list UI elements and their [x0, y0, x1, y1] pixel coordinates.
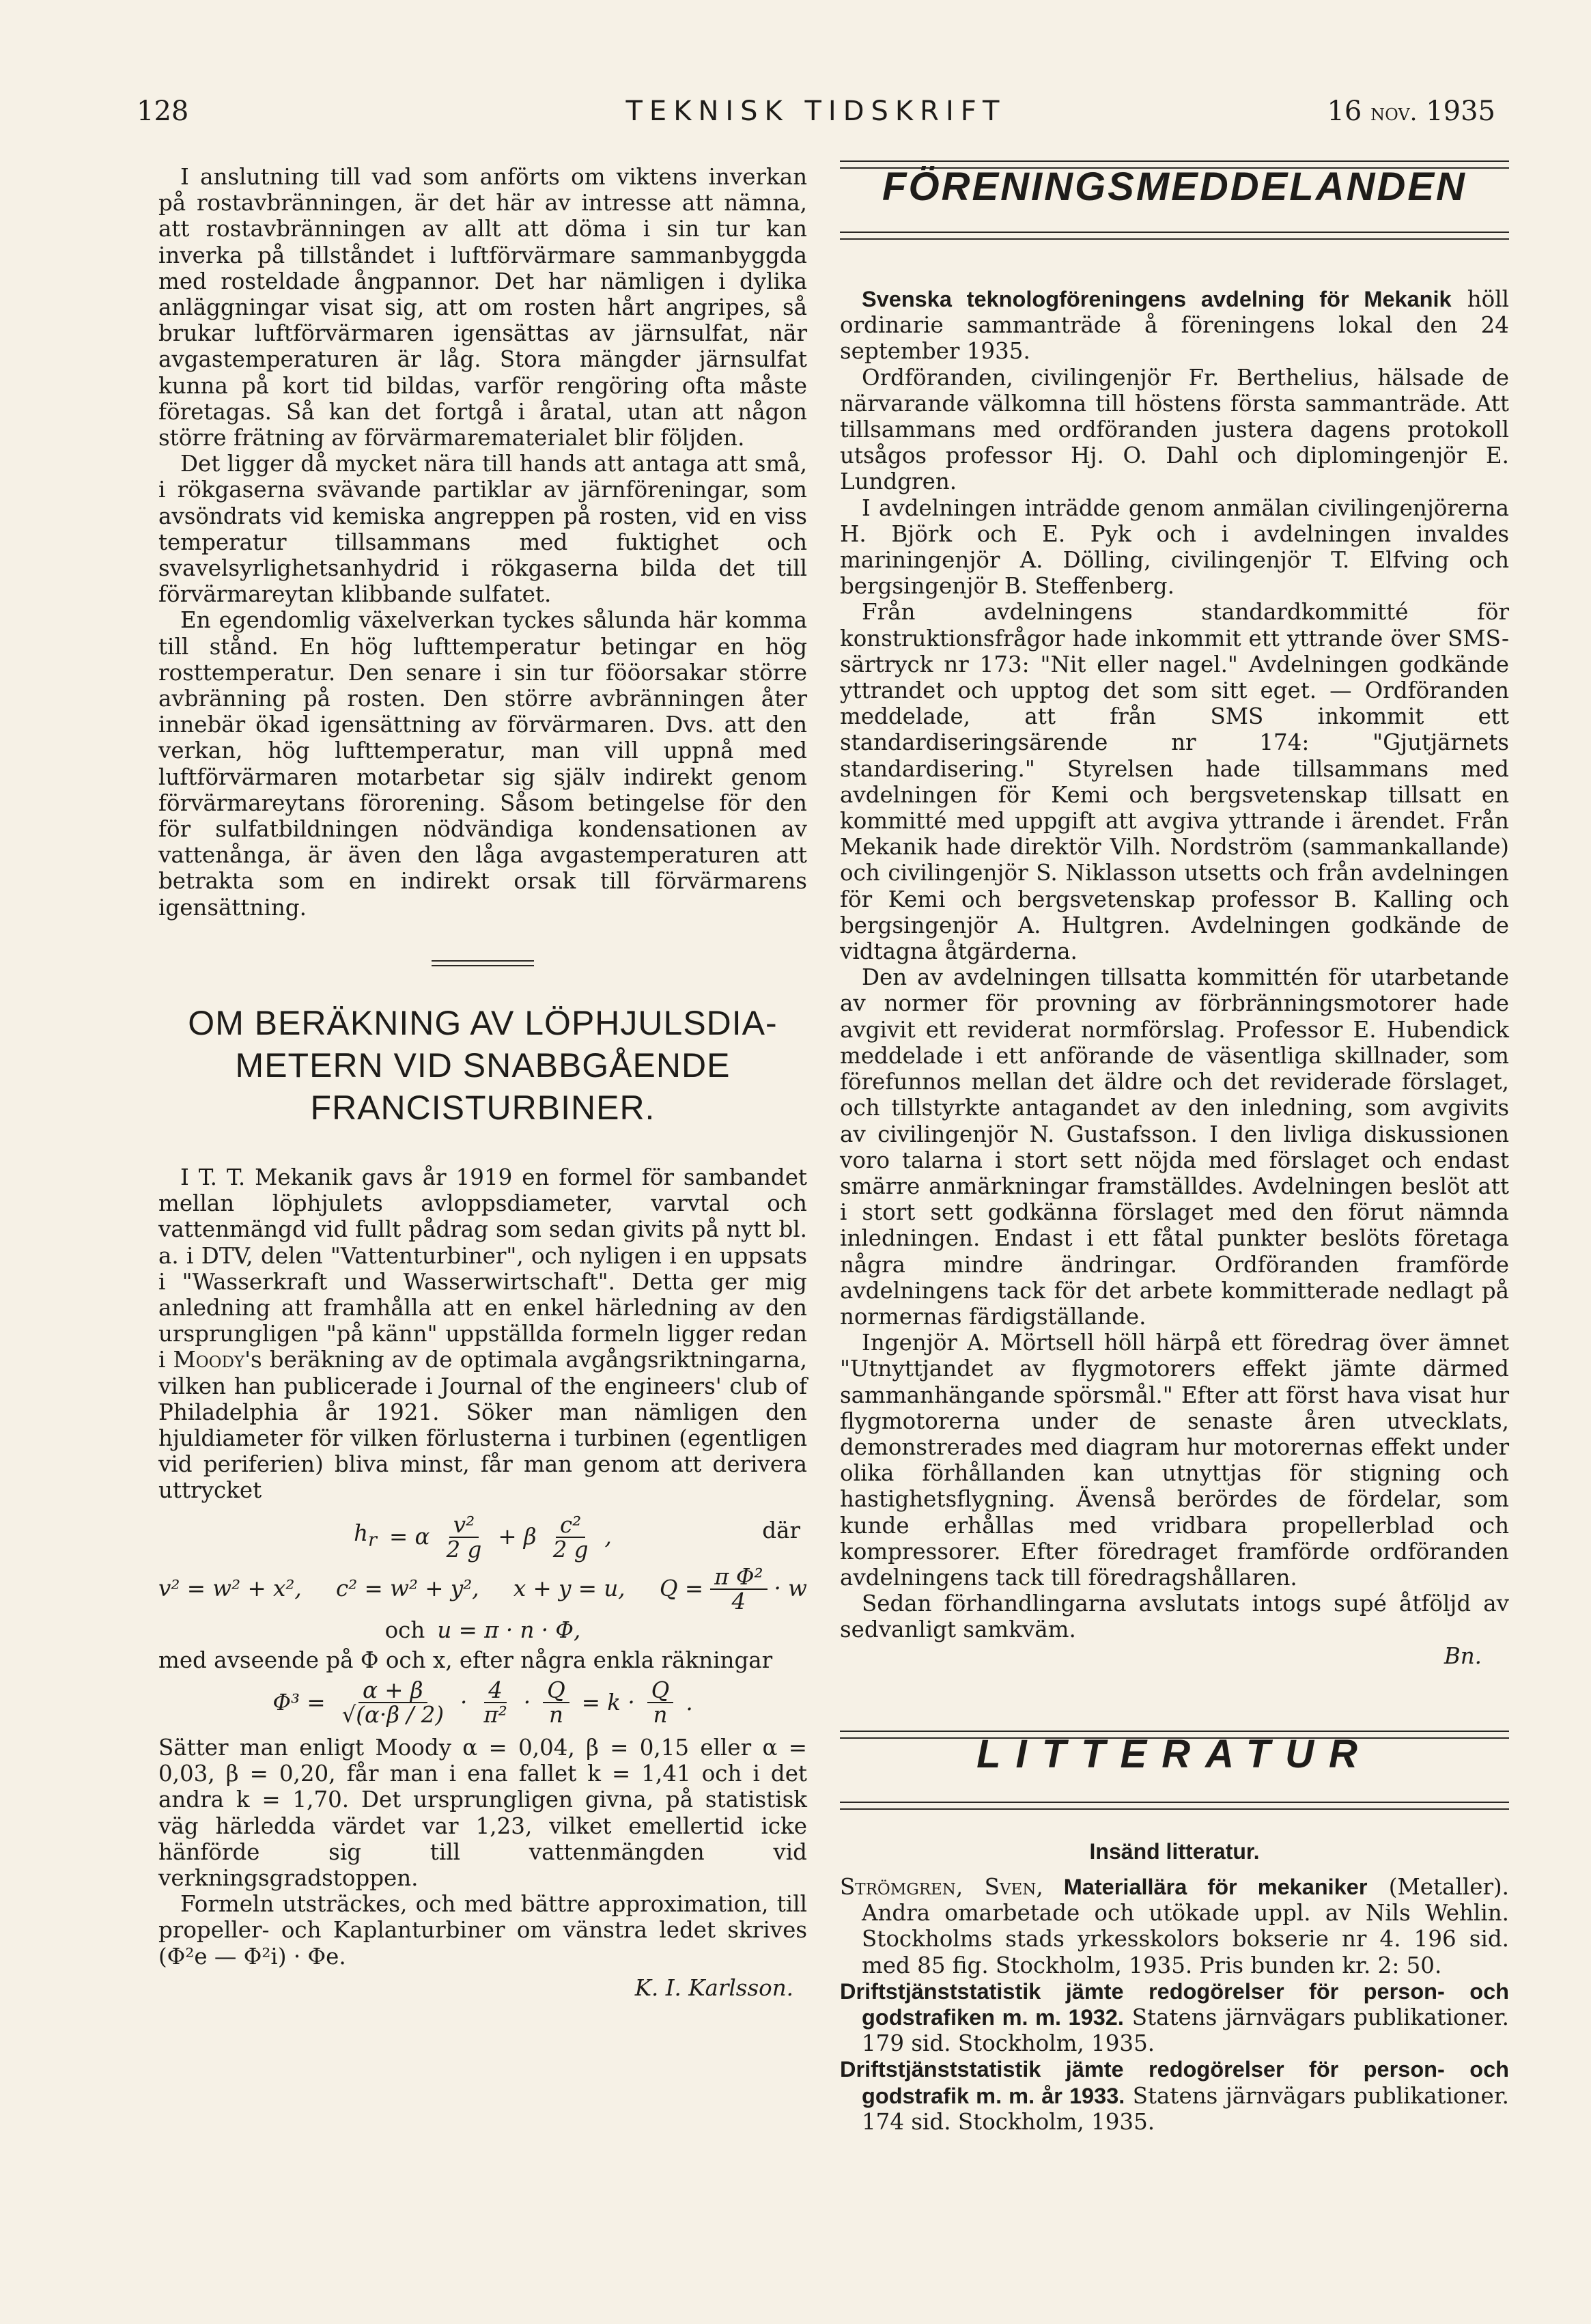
- f2-d: Q =: [659, 1576, 704, 1602]
- lit-entry-2: [840, 1978, 1509, 2057]
- banner-rule-top-1: [840, 160, 1509, 162]
- f4-fraction-4: $\frac{Q}{n}$: [647, 1679, 674, 1726]
- article-title-line-1: OM BERÄKNING AV LÖPHJULSDIA-: [188, 1003, 778, 1042]
- banner-rule-bottom-2: [840, 238, 1509, 240]
- article-p1-tail: 's beräkning av de optimala avgångsriktningarna, vilken han publicerade i Journal of the engineers' club of Philadelphia år 1921. Söker man nämligen den hjuldiameter för vilken förlusterna i turbinen (egentligen vid periferien) bliva minst, får man genom att derivera uttrycket: [158, 1347, 807, 1504]
- f1-eq: = α: [389, 1524, 430, 1550]
- date-day: 16: [1327, 96, 1362, 127]
- banner-rule-bottom-1: [840, 232, 1509, 233]
- formula-velocity: [158, 1617, 807, 1643]
- f4-eq: = k ·: [581, 1689, 635, 1716]
- lit1-author: Strömgren, Sven,: [840, 1873, 1043, 1900]
- mek-lead: Svenska teknologföreningens avdelning för Mekanik: [862, 287, 1452, 311]
- f4-fraction-3: $\frac{Q}{n}$: [543, 1679, 569, 1726]
- f4-fraction-2: $\frac{4}{\text{π²}}$: [483, 1677, 507, 1728]
- issue-date: [1327, 96, 1495, 127]
- f2-e: · w: [774, 1576, 807, 1602]
- lit3-rest: Statens järnvägars publikationer. 174 sid. Stockholm, 1935.: [862, 2082, 1509, 2135]
- f1-lhs: $h_r$: [354, 1520, 377, 1551]
- journal-title: TEKNISK TIDSKRIFT: [625, 96, 1006, 127]
- date-year: 1935: [1426, 96, 1495, 127]
- lit1-rest: (Metaller). Andra omarbetade och utökade uppl. av Nils Wehlin. Stockholms stads yrkesskolors bokserie nr 4. 196 sid. med 85 fig. Stockholm, 1935. Pris bunden kr. 2: 50.: [862, 1873, 1510, 1978]
- left-column: [158, 164, 807, 2001]
- mek-p1-tail: höll ordinarie sammanträde å föreningens lokal den 24 september 1935.: [840, 286, 1509, 365]
- article-signature: K. I. Karlsson.: [634, 1974, 793, 2001]
- f1-plus: + β: [498, 1524, 537, 1550]
- f1-fraction-2: $\frac{\text{c²}}{2 g}$: [552, 1511, 589, 1563]
- f2-fraction: $\frac{\text{π Φ²}}{4}$: [710, 1565, 767, 1613]
- f3-och: och: [384, 1616, 425, 1643]
- lit-rule-bottom-2: [840, 1808, 1509, 1810]
- f2-b: c² = w² + y²,: [336, 1576, 479, 1602]
- mek-paragraph-7: Sedan förhandlingarna avslutats intogs supé åtföljd av sedvanligt samkväm.: [840, 1591, 1509, 1643]
- lit2-title: Driftstjänststatistik jämte redogörelser för person- och godstrafiken m. m. 1932.: [840, 1978, 1509, 2030]
- section-divider: [432, 960, 534, 966]
- f2-c: x + y = u,: [513, 1576, 625, 1602]
- article-title-line-2: METERN VID SNABBGÅENDE: [235, 1046, 731, 1084]
- mek-paragraph-2: Ordföranden, civilingenjör Fr. Berthelius, hälsade de närvarande välkomna till höstens första sammanträde. Att tillsammans med ordföranden justera dagens protokoll utsågos professor Hj. O. Dahl och diplomingenjör E. Lundgren.: [840, 364, 1509, 495]
- page-header: [137, 96, 1495, 137]
- mek-paragraph-1: [840, 286, 1509, 365]
- f2-a: v² = w² + x²,: [158, 1576, 302, 1602]
- formula-diameter: Φ³ = $\frac{\alpha + \beta}{√(\alpha\cdot\beta / 2)}$ · $\frac{4}{\text{π²}}$ · $\frac{Q}{n}$ = k · $\frac{Q}{n}$ .: [272, 1677, 693, 1728]
- f4-lhs: Φ³ =: [272, 1689, 326, 1716]
- mek-paragraph-6: Ingenjör A. Mörtsell höll härpå ett föredrag över ämnet "Utnyttjandet av flygmotorers effekt jämte därmed sammanhängande spörsmål." Efter att först hava visat hur flygmotorerna under de senaste åren utvecklats, demonstrerades med diagram hur motorernas effekt under olika förhållanden kan utnyttjas för stigning och hastighetsflygning. Ävenså berördes de fördelar, som kunde erhållas med vridbara propellerblad och kompressorer. Efter föredraget framförde ordföranden avdelningens tack till föredragshållaren.: [840, 1330, 1509, 1591]
- lit-title: LITTERATUR: [976, 1731, 1372, 1776]
- f4-dot: ·: [460, 1689, 468, 1716]
- mek-paragraph-4: Från avdelningens standardkommitté för konstruktionsfrågor hade inkommit ett yttrande över SMS-särtryck nr 173: "Nit eller nagel." Avdelningen godkände yttrandet och upptog det som sitt eget. — Ordföranden meddelade, att från SMS inkommit ett standardiseringsärende nr 174: "Gjutjärnets standardisering." Styrelsen hade tillsammans med avdelningen för Kemi och bergsvetenskap tillsatt en kommitté med uppgift att avgiva yttrande i ärendet. Från Mekanik hade direktör Vilh. Nordström (sammankallande) och civilingenjör S. Niklasson utsetts och från avdelningen för Kemi och bergsvetenskap professor B. Kalling och bergsingenjör A. Hultgren. Avdelningen godkände de vidtagna åtgärderna.: [840, 599, 1509, 965]
- lit-entry-3: [840, 2056, 1509, 2135]
- mek-paragraph-3: I avdelningen inträdde genom anmälan civilingenjörerna H. Björk och E. Pyk och i avdelningen invaldes mariningenjör A. Dölling, civilingenjör T. Elfving och bergsingenjör B. Steffenberg.: [840, 494, 1509, 600]
- article-title: [158, 1002, 807, 1129]
- f3-expr: u = π · n · Φ,: [437, 1616, 581, 1643]
- mek-signature: Bn.: [1444, 1642, 1482, 1669]
- article-title-line-3: FRANCISTURBINER.: [310, 1088, 656, 1127]
- date-month: nov.: [1370, 99, 1418, 126]
- lit3-title: Driftstjänststatistik jämte redogörelser för person- och godstrafik m. m. år 1933.: [840, 2057, 1509, 2108]
- page-number: 128: [137, 96, 189, 127]
- f4-fraction-1: $\frac{\alpha + \beta}{√(\alpha\cdot\beta / 2)}$: [341, 1677, 445, 1728]
- after-formula-text: med avseende på Φ och x, efter några enkla räkningar: [158, 1647, 773, 1673]
- article-paragraph-2: Sätter man enligt Moody α = 0,04, β = 0,15 eller α = 0,03, β = 0,20, får man i ena fallet k = 1,41 och i det andra k = 1,70. Det ursprungligen givna, på statistisk väg härledda värdet var 1,23, vilket emellertid icke hänförde sig till vattenmängden vid verkningsgradstoppen.: [158, 1734, 807, 1891]
- foreningsmeddelanden-banner: [840, 160, 1509, 263]
- literature-list: [840, 1874, 1509, 2135]
- lit-entry-1: [840, 1874, 1509, 1978]
- lit1-title: Materiallära för mekaniker: [1043, 1874, 1368, 1899]
- f1-comma: ,: [604, 1524, 612, 1550]
- lit-subheading: Insänd litteratur.: [1089, 1838, 1260, 1864]
- lit2-rest: Statens järnvägars publikationer. 179 sid. Stockholm, 1935.: [862, 2004, 1509, 2057]
- lit-rule-bottom-1: [840, 1802, 1509, 1803]
- banner-title: FÖRENINGSMEDDELANDEN: [882, 165, 1467, 209]
- f1-fraction-1: $\frac{\text{v²}}{2 g}$: [446, 1511, 482, 1563]
- litteratur-banner: [840, 1731, 1509, 1826]
- article-paragraph-1: [158, 1164, 807, 1504]
- intro-paragraph-2: Det ligger då mycket nära till hands att antaga att små, i rökgaserna svävande partiklar av järnföreningar, som avsöndrats vid kemiska angreppen på rosten, vid en viss temperatur tillsammans med fuktighet och svavelsyrlighetsanhydrid i rökgaserna bilda det till förvärmareytan klibbande sulfatet.: [158, 451, 807, 608]
- author-ref-moody: Moody: [173, 1347, 245, 1373]
- mek-paragraph-5: Den av avdelningen tillsatta kommittén för utarbetande av normer för provning av förbränningsmotorer hade avgivit ett reviderat normförslag. Professor E. Hubendick meddelade i ett anförande de väsentliga skillnader, som förefunnos mellan det äldre och det reviderade förslaget, och tillstyrkte antagandet av den inledning, som avgivits av civilingenjör N. Gustafsson. I den livliga diskussionen voro talarna i stort sett nöjda med förslaget och endast smärre anmärkningar framställdes. Avdelningen beslöt att i stort sett godkänna förslaget med den förut nämnda inledningen. Endast i ett fåtal punkter beslöts företaga några mindre ändringar. Ordföranden framförde avdelningens tack för det arbete kommitterade nedlagt på normernas färdigställande.: [840, 964, 1509, 1330]
- intro-paragraph-1: I anslutning till vad som anförts om viktens inverkan på rostavbränningen, är det här av intresse att nämna, att rostavbränningen av allt att döma i sin tur kan inverka på tillståndet i luftförvärmare sammanbyggda med rosteldade ångpannor. Det har nämligen i dylika anläggningar visat sig, att om rosten hårt angripes, så brukar luftförvärmaren igensättas av järnsulfat, när avgastemperaturen är låg. Stora mängder järnsulfat kunna på kort tid bildas, varför rengöring ofta måste företagas. Så kan det fortgå i åratal, utan att någon större frätning av förvärmarematerialet blir följden.: [158, 164, 807, 451]
- right-column: [840, 160, 1509, 2135]
- formula-definitions: [158, 1565, 807, 1613]
- article-paragraph-3: Formeln utsträckes, och med bättre approximation, till propeller- och Kaplanturbiner om vänstra ledet skrives (Φ²e — Φ²i) · Φe.: [158, 1891, 807, 1970]
- intro-paragraph-3: En egendomlig växelverkan tyckes sålunda här komma till stånd. En hög lufttemperatur betingar en hög rosttemperatur. Den senare i sin tur fööorsakar större avbränning på rosten. Den större avbränningen åter innebär ökad igensättning av förvärmaren. Dvs. att den verkan, hög lufttemperatur, man vill uppnå med luftförvärmaren motarbetar sig själv indirekt genom förvärmareytans förorening. Såsom betingelse för den för sulfatbildningen nödvändiga kondensationen av vattenånga, är även den låga avgastemperaturen att betrakta som en indirekt orsak till förvärmarens igensättning.: [158, 607, 807, 921]
- formula-loss-expression: [158, 1513, 807, 1561]
- article-p1-lead: I T. T. Mekanik gavs år 1919 en formel för sambandet mellan löphjulets avloppsdiameter, varvtal och vattenmängd vid fullt pådrag som sedan givits på nytt bl. a. i DTV, delen "Vattenturbiner", och nyligen i en uppsats i "Wasserkraft und Wasserwirtschaft". Detta ger mig anledning att framhålla att en enkel härledning av den ursprungligen "på känn" uppställda formeln ligger redan i: [158, 1164, 807, 1373]
- f1-dar: där: [762, 1517, 800, 1543]
- f4-end: .: [686, 1689, 693, 1716]
